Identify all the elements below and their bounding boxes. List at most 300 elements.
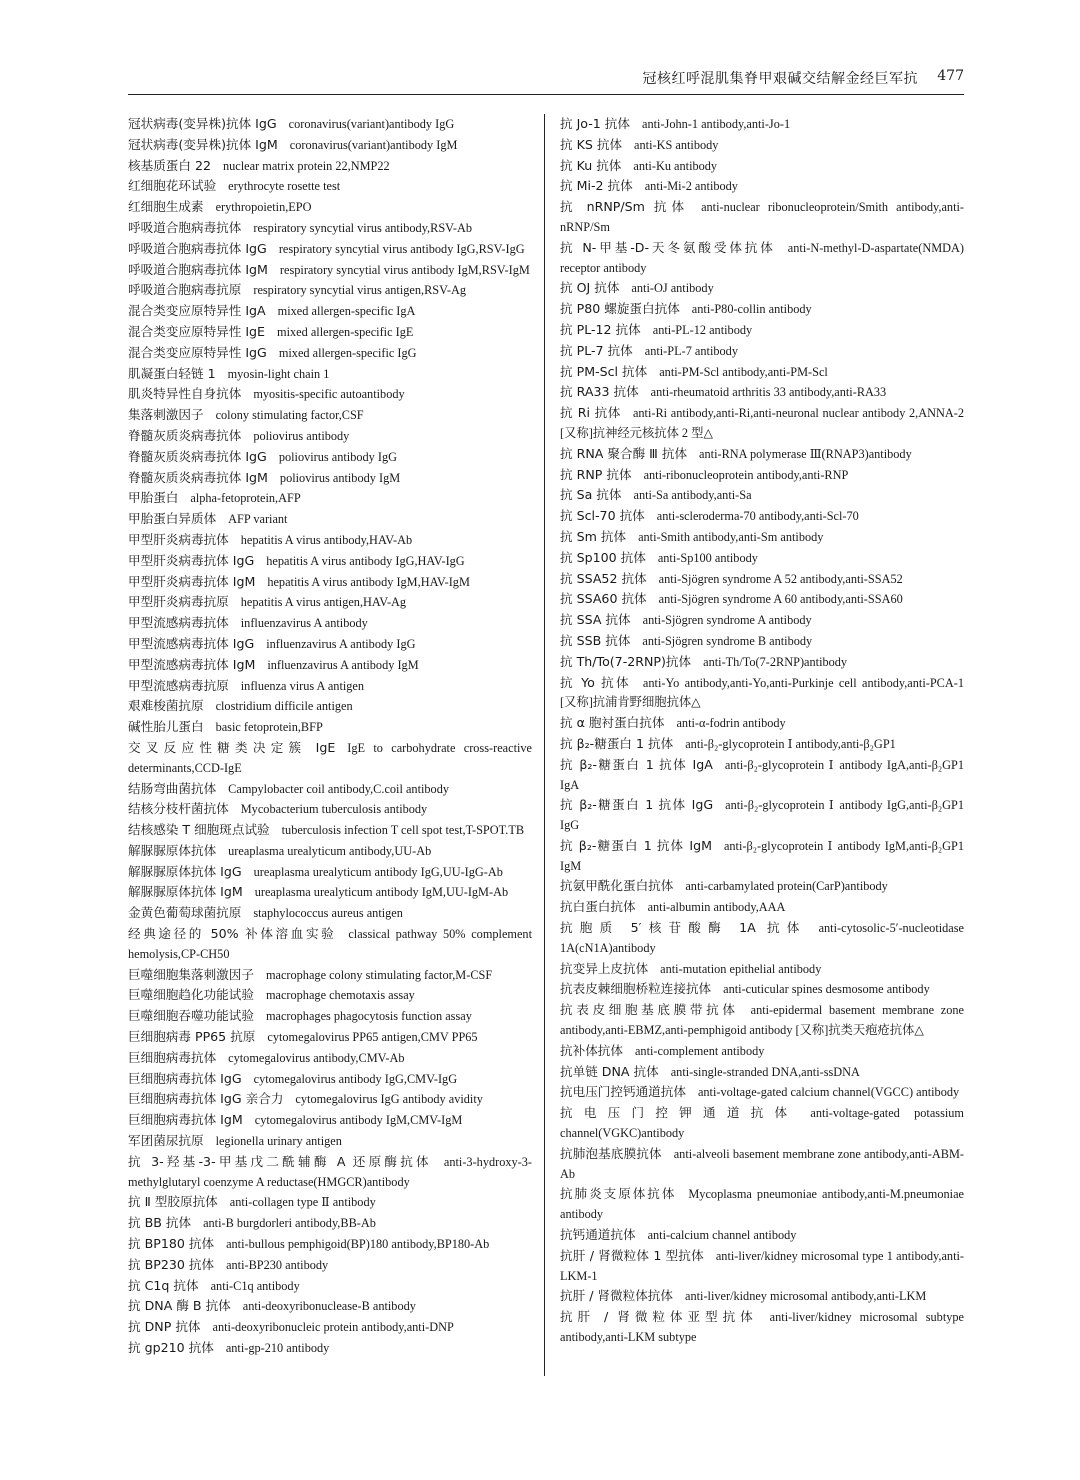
entry-term: 抗胞质 5′核苷酸酶 1A 抗体	[560, 920, 807, 936]
entry-english: anti-ribonucleoprotein antibody,anti-RNP	[643, 467, 849, 482]
column-divider	[544, 114, 545, 1376]
entry-english: coronavirus(variant)antibody IgG	[288, 117, 455, 131]
glossary-entry	[560, 1082, 964, 1103]
entry-term: 抗 BP230 抗体	[128, 1256, 215, 1272]
glossary-entry	[128, 468, 532, 489]
glossary-entry	[560, 485, 964, 506]
glossary-entry	[128, 426, 532, 447]
entry-term: 甲型流感病毒抗体 IgM	[128, 656, 256, 672]
glossary-entry	[128, 903, 532, 924]
entry-english: anti-KS antibody	[634, 137, 719, 152]
glossary-entry	[128, 176, 532, 197]
entry-english: ureaplasma urealyticum antibody IgM,UU-IgM-Ab	[254, 885, 509, 900]
entry-english: anti-N-methyl-D-aspartate(NMDA) receptor antibody	[560, 240, 964, 275]
glossary-entry	[560, 548, 964, 569]
glossary-entry	[560, 197, 964, 238]
page-number: 477	[937, 68, 964, 84]
entry-english: respiratory syncytial virus antibody,RSV-Ab	[253, 220, 473, 235]
entry-english: anti-mutation epithelial antibody	[660, 961, 822, 976]
glossary-entry	[128, 779, 532, 800]
entry-english: anti-β₂-glycoprotein Ⅰ antibody,anti-β₂GP1	[685, 736, 896, 751]
glossary-entry	[128, 218, 532, 239]
entry-term: 抗 Sp100 抗体	[560, 549, 646, 565]
glossary-entry	[128, 862, 532, 883]
entry-term: 抗 SSA 抗体	[560, 612, 631, 628]
glossary-entry	[560, 713, 964, 734]
entry-english: anti-single-stranded DNA,anti-ssDNA	[670, 1064, 860, 1079]
glossary-entry	[128, 799, 532, 820]
entry-term: 抗氨甲酰化蛋白抗体	[560, 878, 674, 894]
glossary-entry	[560, 1144, 964, 1185]
glossary-entry	[128, 1213, 532, 1234]
entry-english: anti-Smith antibody,anti-Sm antibody	[638, 529, 824, 544]
glossary-entry	[128, 1110, 532, 1131]
entry-term: 冠状病毒(变异株)抗体 IgM	[128, 136, 278, 152]
entry-english: influenza virus A antigen	[240, 678, 365, 693]
entry-english: staphylococcus aureus antigen	[253, 906, 403, 921]
entry-term: 金黄色葡萄球菌抗原	[128, 905, 242, 921]
entry-english: anti-β₂-glycoprotein Ⅰ antibody IgM,anti-β₂GP1 IgM	[560, 838, 965, 873]
entry-term: 抗电压门控钙通道抗体	[560, 1084, 686, 1100]
glossary-entry	[128, 738, 532, 779]
glossary-entry	[560, 465, 964, 486]
glossary-entry	[128, 280, 532, 301]
glossary-entry	[128, 1338, 532, 1359]
glossary-entry	[128, 655, 532, 676]
entry-english: ureaplasma urealyticum antibody IgG,UU-IgG-Ab	[253, 864, 503, 879]
glossary-entry	[560, 876, 964, 897]
entry-term: 抗 PM-Scl 抗体	[560, 363, 648, 379]
glossary-entry	[560, 897, 964, 918]
glossary-entry	[560, 156, 964, 177]
entry-english: poliovirus antibody	[253, 428, 350, 443]
entry-english: mixed allergen-specific IgE	[277, 324, 414, 339]
entry-term: 解脲脲原体抗体	[128, 842, 217, 858]
entry-english: cytomegalovirus antibody IgM,CMV-IgM	[254, 1113, 463, 1128]
entry-english: Mycoplasma pneumoniae antibody,anti-M.pneumoniae antibody	[560, 1187, 964, 1222]
glossary-entry	[128, 1069, 532, 1090]
glossary-entry	[128, 924, 532, 965]
glossary-entry	[128, 1048, 532, 1069]
glossary-entry	[128, 1089, 532, 1110]
entry-english: anti-Sa antibody,anti-Sa	[633, 488, 752, 503]
header-index-characters: 冠核红呼混肌集脊甲艰碱交结解金经巨军抗	[642, 71, 918, 87]
entry-term: 巨细胞病毒抗体 IgM	[128, 1112, 243, 1128]
entry-english: nuclear matrix protein 22,NMP22	[223, 158, 390, 173]
glossary-entry	[128, 156, 532, 177]
entry-english: anti-bullous pemphigoid(BP)180 antibody,BP180-Ab	[226, 1237, 490, 1252]
entry-english: anti-scleroderma-70 antibody,anti-Scl-70	[656, 509, 859, 524]
entry-term: 抗 Ⅱ 型胶原抗体	[128, 1194, 218, 1210]
entry-term: 巨细胞病毒 PP65 抗原	[128, 1029, 256, 1045]
glossary-entry	[128, 882, 532, 903]
entry-term: 红细胞花环试验	[128, 178, 217, 194]
entry-term: 抗 Ri 抗体	[560, 405, 621, 421]
entry-term: 抗 Th/To(7-2RNP)抗体	[560, 653, 692, 669]
entry-english: anti-albumin antibody,AAA	[647, 900, 786, 915]
entry-term: 抗 Ku 抗体	[560, 157, 622, 173]
entry-english: myosin-light chain 1	[227, 366, 330, 381]
entry-english: mixed allergen-specific IgA	[277, 304, 416, 319]
entry-english: legionella urinary antigen	[215, 1134, 342, 1149]
entry-term: 抗 C1q 抗体	[128, 1277, 199, 1293]
entry-term: 抗 β₂-糖蛋白 1 抗体 IgG	[560, 797, 714, 813]
glossary-entry	[560, 1000, 964, 1041]
entry-english: respiratory syncytial virus antigen,RSV-Ag	[253, 283, 467, 298]
entry-english: anti-Sjögren syndrome A 60 antibody,anti-SSA60	[658, 592, 903, 607]
glossary-entry	[560, 673, 964, 714]
entry-english: anti-Ku antibody	[633, 158, 718, 173]
entry-term: 抗补体抗体	[560, 1042, 623, 1058]
glossary-entry	[560, 506, 964, 527]
entry-english: anti-calcium channel antibody	[647, 1228, 797, 1243]
glossary-entry	[128, 676, 532, 697]
entry-term: 抗 N-甲基-D-天冬氨酸受体抗体	[560, 239, 776, 255]
entry-term: 抗肺泡基底膜抗体	[560, 1145, 662, 1161]
glossary-entry	[560, 1307, 964, 1348]
entry-term: 抗 KS 抗体	[560, 136, 623, 152]
entry-english: anti-Sjögren syndrome A 52 antibody,anti-SSA52	[658, 571, 903, 586]
entry-english: hepatitis A virus antibody IgG,HAV-IgG	[266, 553, 465, 568]
glossary-entry	[128, 530, 532, 551]
entry-english: classical pathway 50% complement hemolysis,CP-CH50	[128, 927, 533, 961]
entry-english: alpha-fetoprotein,AFP	[190, 491, 301, 506]
running-header	[128, 68, 964, 92]
entry-english: poliovirus antibody IgG	[278, 449, 398, 464]
glossary-entry	[128, 1234, 532, 1255]
entry-english: macrophage colony stimulating factor,M-CSF	[265, 967, 493, 982]
entry-term: 抗白蛋白抗体	[560, 899, 636, 915]
glossary-entry	[560, 278, 964, 299]
entry-term: 抗表皮细胞基底膜带抗体	[560, 1002, 739, 1018]
entry-english: anti-Yo antibody,anti-Yo,anti-Purkinje cell antibody,anti-PCA-1 [又称]抗浦肯野细胞抗体△	[560, 675, 964, 710]
glossary-entry	[128, 613, 532, 634]
entry-english: anti-gp-210 antibody	[225, 1341, 330, 1356]
header-rule	[128, 94, 964, 95]
entry-term: 交叉反应性糖类决定簇 IgE	[128, 739, 336, 755]
entry-term: 巨噬细胞集落刺激因子	[128, 966, 254, 982]
glossary-entry	[560, 1062, 964, 1083]
glossary-entry	[128, 260, 532, 281]
entry-term: 冠状病毒(变异株)抗体 IgG	[128, 116, 277, 131]
entry-term: 抗 β₂-糖蛋白 1 抗体 IgM	[560, 837, 712, 853]
entry-term: 解脲脲原体抗体 IgG	[128, 863, 242, 879]
entry-english: cytomegalovirus antibody IgG,CMV-IgG	[253, 1071, 458, 1086]
glossary-entry	[128, 197, 532, 218]
entry-term: 混合类变应原特异性 IgG	[128, 344, 267, 360]
entry-term: 抗肺炎支原体抗体	[560, 1186, 677, 1202]
entry-term: 抗 Mi-2 抗体	[560, 178, 633, 194]
entry-term: 甲胎蛋白异质体	[128, 511, 217, 527]
entry-english: anti-α-fodrin antibody	[676, 716, 786, 731]
entry-term: 脊髓灰质炎病毒抗体 IgG	[128, 448, 267, 464]
entry-term: 甲胎蛋白	[128, 490, 179, 506]
entry-english: anti-John-1 antibody,anti-Jo-1	[642, 117, 791, 131]
glossary-entry	[128, 841, 532, 862]
glossary-entry	[560, 114, 964, 135]
entry-term: 结核感染 T 细胞斑点试验	[128, 822, 270, 838]
glossary-entry	[560, 176, 964, 197]
entry-english: anti-P80-collin antibody	[691, 302, 812, 317]
entry-term: 抗 gp210 抗体	[128, 1340, 214, 1356]
entry-english: anti-voltage-gated calcium channel(VGCC) antibody	[697, 1085, 960, 1100]
glossary-entry	[560, 320, 964, 341]
entry-english: mixed allergen-specific IgG	[278, 345, 417, 360]
entry-term: 抗 PL-12 抗体	[560, 321, 641, 337]
entry-english: anti-PM-Scl antibody,anti-PM-Scl	[659, 364, 828, 379]
entry-english: colony stimulating factor,CSF	[215, 408, 364, 423]
entry-term: 抗表皮棘细胞桥粒连接抗体	[560, 981, 712, 997]
entry-english: hepatitis A virus antigen,HAV-Ag	[240, 595, 407, 610]
entry-english: clostridium difficile antigen	[215, 699, 353, 714]
entry-english: anti-RNA polymerase Ⅲ(RNAP3)antibody	[699, 446, 912, 461]
entry-term: 抗 BP180 抗体	[128, 1236, 215, 1252]
entry-english: AFP variant	[228, 512, 288, 527]
entry-term: 结肠弯曲菌抗体	[128, 780, 217, 796]
glossary-entry	[560, 1225, 964, 1246]
entry-term: 甲型肝炎病毒抗体 IgG	[128, 552, 255, 568]
entry-english: anti-collagen type Ⅱ antibody	[229, 1195, 376, 1210]
entry-term: 抗 SSB 抗体	[560, 632, 631, 648]
entry-english: anti-complement antibody	[634, 1043, 765, 1058]
entry-english: myositis-specific autoantibody	[253, 387, 405, 402]
entry-english: poliovirus antibody IgM	[279, 470, 401, 485]
entry-english: anti-Sjögren syndrome B antibody	[642, 633, 813, 648]
entry-english: influenzavirus A antibody	[240, 616, 368, 631]
entry-english: anti-liver/kidney microsomal antibody,anti-LKM	[685, 1289, 927, 1304]
glossary-entry	[128, 551, 532, 572]
entry-term: 艰难梭菌抗原	[128, 698, 204, 714]
entry-term: 抗 α 胞衬蛋白抗体	[560, 715, 665, 731]
entry-term: 巨噬细胞趋化功能试验	[128, 987, 254, 1003]
entry-term: 巨细胞病毒抗体	[128, 1049, 217, 1065]
glossary-entry	[560, 734, 964, 755]
entry-english: influenzavirus A antibody IgM	[267, 657, 419, 672]
entry-term: 抗肝 / 肾微粒体抗体	[560, 1288, 673, 1304]
entry-english: influenzavirus A antibody IgG	[266, 636, 416, 651]
entry-english: anti-Mi-2 antibody	[644, 179, 738, 194]
glossary-entry	[560, 959, 964, 980]
entry-term: 抗肝 / 肾微粒体亚型抗体	[560, 1309, 758, 1325]
entry-english: anti-cuticular spines desmosome antibody	[723, 982, 930, 997]
glossary-entry	[128, 509, 532, 530]
glossary-entry	[128, 384, 532, 405]
glossary-entry	[560, 1246, 964, 1287]
glossary-entry	[560, 795, 964, 836]
entry-term: 抗 OJ 抗体	[560, 280, 620, 296]
entry-term: 结核分枝杆菌抗体	[128, 801, 229, 817]
entry-term: 甲型流感病毒抗体 IgG	[128, 635, 255, 651]
glossary-entry	[128, 634, 532, 655]
entry-english: anti-rheumatoid arthritis 33 antibody,anti-RA33	[650, 385, 887, 400]
glossary-entry	[128, 696, 532, 717]
entry-term: 军团菌尿抗原	[128, 1133, 204, 1149]
glossary-entry	[560, 589, 964, 610]
entry-term: 巨细胞病毒抗体 IgG 亲合力	[128, 1091, 284, 1107]
glossary-entry	[128, 1192, 532, 1213]
entry-term: 呼吸道合胞病毒抗体	[128, 219, 242, 235]
entry-term: 脊髓灰质炎病毒抗体 IgM	[128, 469, 268, 485]
entry-term: 集落刺激因子	[128, 407, 204, 423]
entry-english: macrophages phagocytosis function assay	[265, 1009, 472, 1024]
entry-term: 抗 SSA52 抗体	[560, 570, 647, 586]
entry-english: anti-Sjögren syndrome A antibody	[642, 613, 812, 628]
entry-term: 甲型流感病毒抗体	[128, 615, 229, 631]
entry-english: macrophage chemotaxis assay	[265, 988, 415, 1003]
entry-term: 抗 SSA60 抗体	[560, 591, 647, 607]
entry-english: anti-carbamylated protein(CarP)antibody	[685, 879, 888, 894]
glossary-entry	[128, 1255, 532, 1276]
entry-term: 解脲脲原体抗体 IgM	[128, 884, 243, 900]
entry-term: 呼吸道合胞病毒抗体 IgG	[128, 240, 267, 256]
entry-term: 抗 DNA 酶 B 抗体	[128, 1298, 231, 1314]
entry-english: Mycobacterium tuberculosis antibody	[240, 802, 428, 817]
glossary-entry	[560, 1184, 964, 1225]
glossary-entry	[560, 1103, 964, 1144]
entry-english: anti-B burgdorleri antibody,BB-Ab	[203, 1216, 376, 1231]
entry-english: anti-liver/kidney microsomal type 1 antibody,anti-LKM-1	[560, 1248, 964, 1283]
entry-english: anti-voltage-gated potassium channel(VGKC)antibody	[560, 1106, 964, 1141]
glossary-entry	[128, 592, 532, 613]
glossary-entry	[128, 239, 532, 260]
entry-term: 抗 RA33 抗体	[560, 384, 639, 400]
glossary-entry	[560, 362, 964, 383]
glossary-entry	[128, 301, 532, 322]
glossary-entry	[560, 836, 964, 877]
entry-english: anti-PL-7 antibody	[644, 343, 738, 358]
entry-term: 抗单链 DNA 抗体	[560, 1063, 659, 1079]
entry-term: 甲型流感病毒抗原	[128, 677, 229, 693]
entry-term: 抗 RNP 抗体	[560, 466, 632, 482]
entry-term: 甲型肝炎病毒抗原	[128, 594, 229, 610]
glossary-entry	[560, 444, 964, 465]
entry-english: anti-PL-12 antibody	[652, 322, 753, 337]
entry-english: cytomegalovirus PP65 antigen,CMV PP65	[267, 1030, 478, 1045]
entry-term: 核基质蛋白 22	[128, 157, 211, 173]
glossary-entry	[560, 979, 964, 1000]
glossary-entry	[560, 238, 964, 279]
glossary-entry	[560, 299, 964, 320]
glossary-entry	[128, 1317, 532, 1338]
entry-term: 抗 Yo 抗体	[560, 674, 631, 690]
glossary-entry	[560, 631, 964, 652]
entry-english: IgE to carbohydrate cross-reactive determinants,CCD-IgE	[128, 740, 533, 775]
entry-english: anti-BP230 antibody	[226, 1257, 329, 1272]
glossary-entry	[128, 322, 532, 343]
entry-term: 经典途径的 50% 补体溶血实验	[128, 926, 337, 942]
entry-term: 抗 β₂-糖蛋白 1 抗体	[560, 735, 674, 751]
glossary-entry	[128, 1006, 532, 1027]
entry-english: anti-Ri antibody,anti-Ri,anti-neuronal nuclear antibody 2,ANNA-2 [又称]抗神经元核抗体 2 型△	[560, 406, 964, 440]
entry-term: 肌凝蛋白轻链 1	[128, 365, 216, 381]
entry-english: anti-liver/kidney microsomal subtype antibody,anti-LKM subtype	[560, 1310, 964, 1345]
glossary-entry	[560, 755, 964, 796]
glossary-entry	[128, 1131, 532, 1152]
entry-term: 甲型肝炎病毒抗体	[128, 531, 229, 547]
entry-english: anti-β₂-glycoprotein Ⅰ antibody IgG,anti-β₂GP1 IgG	[560, 798, 964, 833]
entry-english: anti-alveoli basement membrane zone antibody,anti-ABM-Ab	[560, 1146, 964, 1181]
glossary-entry	[560, 569, 964, 590]
glossary-entry	[560, 403, 964, 444]
entry-term: 混合类变应原特异性 IgE	[128, 323, 266, 339]
entry-english: anti-Th/To(7-2RNP)antibody	[703, 654, 848, 669]
glossary-entry	[128, 985, 532, 1006]
entry-english: erythropoietin,EPO	[215, 200, 312, 215]
entry-term: 抗 PL-7 抗体	[560, 342, 633, 358]
glossary-entry	[128, 1027, 532, 1048]
glossary-entry	[560, 652, 964, 673]
entry-term: 巨细胞病毒抗体 IgG	[128, 1070, 242, 1086]
glossary-entry	[128, 717, 532, 738]
entry-term: 抗 BB 抗体	[128, 1215, 192, 1231]
entry-term: 红细胞生成素	[128, 199, 204, 215]
entry-term: 抗 Scl-70 抗体	[560, 508, 645, 524]
entry-term: 呼吸道合胞病毒抗原	[128, 282, 242, 298]
glossary-entry	[128, 447, 532, 468]
glossary-entry	[128, 114, 532, 135]
entry-english: basic fetoprotein,BFP	[215, 720, 323, 735]
entry-english: anti-deoxyribonucleic protein antibody,anti-DNP	[212, 1320, 454, 1335]
glossary-entry	[128, 135, 532, 156]
glossary-entry	[560, 1286, 964, 1307]
entry-english: hepatitis A virus antibody,HAV-Ab	[240, 532, 413, 547]
glossary-entry	[128, 1152, 532, 1193]
entry-term: 抗 nRNP/Sm 抗体	[560, 199, 690, 215]
entry-english: cytomegalovirus antibody,CMV-Ab	[228, 1050, 405, 1065]
entry-english: ureaplasma urealyticum antibody,UU-Ab	[228, 843, 432, 858]
glossary-entry	[128, 364, 532, 385]
entry-english: hepatitis A virus antibody IgM,HAV-IgM	[267, 574, 470, 589]
entry-term: 肌炎特异性自身抗体	[128, 386, 242, 402]
entry-term: 碱性胎儿蛋白	[128, 719, 204, 735]
glossary-entry	[128, 405, 532, 426]
entry-term: 甲型肝炎病毒抗体 IgM	[128, 573, 256, 589]
glossary-entry	[560, 527, 964, 548]
entry-term: 巨噬细胞吞噬功能试验	[128, 1008, 254, 1024]
right-column	[560, 114, 964, 1348]
entry-term: 抗 Sa 抗体	[560, 487, 622, 503]
entry-english: respiratory syncytial virus antibody IgG,RSV-IgG	[278, 241, 525, 256]
entry-term: 抗电压门控钾通道抗体	[560, 1105, 799, 1121]
entry-english: anti-OJ antibody	[631, 281, 714, 296]
glossary-entry	[128, 965, 532, 986]
glossary-entry	[128, 1276, 532, 1297]
entry-term: 混合类变应原特异性 IgA	[128, 303, 266, 319]
entry-english: anti-Sp100 antibody	[657, 550, 758, 565]
entry-term: 抗钙通道抗体	[560, 1227, 636, 1243]
entry-term: 抗变异上皮抗体	[560, 960, 649, 976]
glossary-entry	[560, 918, 964, 959]
glossary-entry	[560, 382, 964, 403]
entry-english: anti-3-hydroxy-3-methylglutaryl coenzyme A reductase(HMGCR)antibody	[128, 1154, 532, 1189]
entry-term: 抗 Jo-1 抗体	[560, 116, 630, 131]
entry-term: 抗 3-羟基-3-甲基戊二酰辅酶 A 还原酶抗体	[128, 1153, 432, 1169]
entry-term: 抗 P80 螺旋蛋白抗体	[560, 301, 680, 317]
entry-english: anti-nuclear ribonucleoprotein/Smith antibody,anti-nRNP/Sm	[560, 200, 964, 234]
entry-english: anti-epidermal basement membrane zone antibody,anti-EBMZ,anti-pemphigoid antibody [又称]抗类天疱疮抗体△	[560, 1003, 965, 1038]
glossary-entry	[560, 610, 964, 631]
entry-english: anti-β₂-glycoprotein Ⅰ antibody IgA,anti-β₂GP1 IgA	[560, 757, 964, 792]
entry-term: 抗 DNP 抗体	[128, 1319, 201, 1335]
entry-english: Campylobacter coil antibody,C.coil antibody	[228, 781, 449, 796]
entry-english: anti-C1q antibody	[210, 1278, 300, 1293]
glossary-entry	[560, 135, 964, 156]
entry-term: 呼吸道合胞病毒抗体 IgM	[128, 261, 268, 277]
glossary-entry	[128, 1296, 532, 1317]
glossary-entry	[560, 1041, 964, 1062]
left-column	[128, 114, 532, 1359]
glossary-entry	[128, 343, 532, 364]
